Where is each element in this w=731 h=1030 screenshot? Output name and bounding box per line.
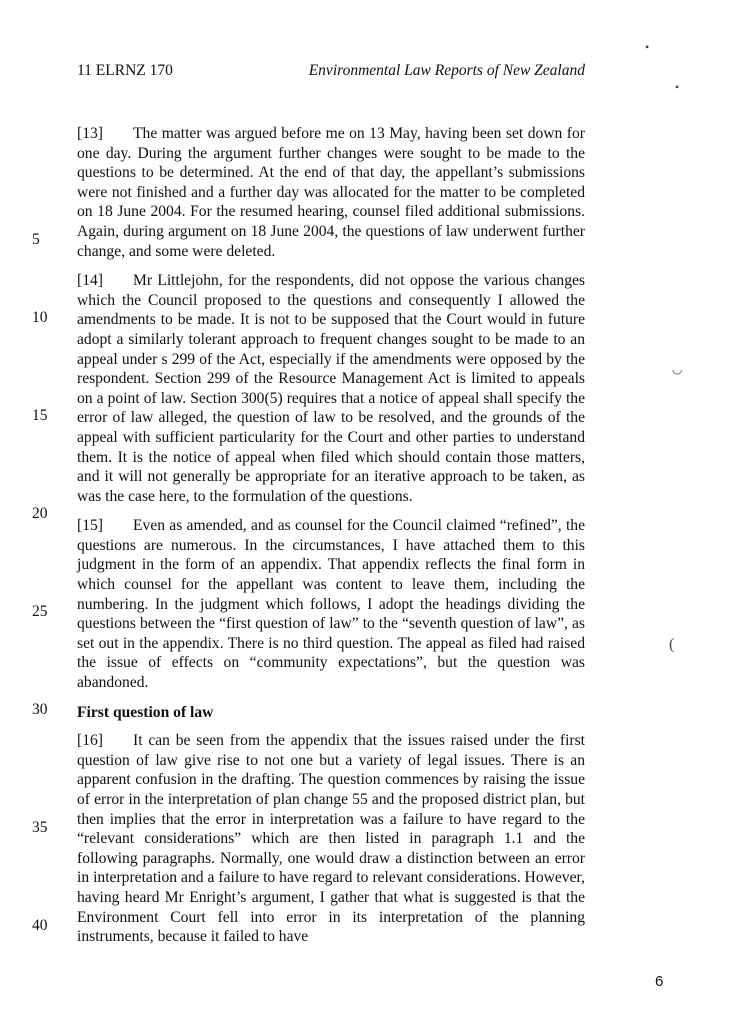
report-citation: 11 ELRNZ 170 bbox=[77, 62, 173, 79]
paragraph-number: [14] bbox=[77, 272, 103, 290]
paragraph-number: [13] bbox=[77, 125, 103, 142]
journal-title: Environmental Law Reports of New Zealand bbox=[308, 62, 585, 79]
line-number: 35 bbox=[32, 819, 48, 836]
paragraph-text: Even as amended, and as counsel for the Council claimed “refined”, the questions are numerous. In the circumstances, I have attached them to this judgment in the form of an appendix. That appendix reflects the final form in which counsel for the appellant was content to leave them, including the numbering. In the judgment which follows, I adopt the headings dividing the questions between the “first question of law” to the “seventh question of law”, as set out in the appendix. There is no third question. The appeal as filed had raised the issue of effects on “community expectations”, but the question was abandoned. bbox=[77, 517, 585, 692]
page-number: 6 bbox=[655, 973, 664, 990]
judgment-body bbox=[77, 124, 585, 957]
scan-mark: ( bbox=[669, 636, 675, 653]
scan-mark: ◡ bbox=[672, 362, 683, 376]
paragraph-13 bbox=[77, 124, 585, 261]
running-header bbox=[77, 62, 585, 86]
paragraph-16 bbox=[77, 731, 585, 947]
line-number: 10 bbox=[32, 309, 48, 326]
paragraph-number: [16] bbox=[77, 732, 103, 750]
section-heading: First question of law bbox=[77, 703, 214, 721]
paragraph-text: The matter was argued before me on 13 May, having been set down for one day. During the argument further changes were sought to be made to the questions to be determined. At the end of that day, the appellant’s submissions were not finished and a further day was allocated for the matter to be completed on 18 June 2004. For the resumed hearing, counsel filed additional submissions. Again, during argument on 18 June 2004, the questions of law underwent further change, and some were deleted. bbox=[77, 125, 585, 260]
paragraph-text: Mr Littlejohn, for the respondents, did not oppose the various changes which the Council proposed to the questions and consequently I allowed the amendments to be made. It is not to be supposed that the Court would in future adopt a similarly tolerant approach to frequent changes sought to be made to an appeal under s 299 of the Act, especially if the amendments were opposed by the respondent. Section 299 of the Resource Management Act is limited to appeals on a point of law. Section 300(5) requires that a notice of appeal shall specify the error of law alleged, the question of law to be resolved, and the grounds of the appeal with sufficient particularity for the Court and other parties to understand them. It is the notice of appeal when filed which should contain those matters, and it will not generally be appropriate for an iterative approach to be taken, as was the case here, to the formulation of the questions. bbox=[77, 272, 585, 505]
line-number: 15 bbox=[32, 407, 48, 424]
scan-speck: • bbox=[645, 40, 650, 54]
paragraph-number: [15] bbox=[77, 517, 103, 535]
line-number: 25 bbox=[32, 603, 48, 620]
paragraph-14 bbox=[77, 271, 585, 506]
scan-speck: • bbox=[675, 80, 680, 94]
paragraph-15 bbox=[77, 516, 585, 692]
line-number: 30 bbox=[32, 701, 48, 718]
line-number: 20 bbox=[32, 505, 48, 522]
line-number: 40 bbox=[32, 917, 48, 934]
paragraph-text: It can be seen from the appendix that the issues raised under the first question of law give rise to not one but a variety of legal issues. There is an apparent confusion in the drafting. The question commences by raising the issue of error in the interpretation of plan change 55 and the proposed district plan, but then implies that the error in interpretation was a failure to have regard to the “relevant considerations” which are then listed in paragraph 1.1 and the following paragraphs. Normally, one would draw a distinction between an error in interpretation and a failure to have regard to relevant considerations. However, having heard Mr Enright’s argument, I gather that what is suggested is that the Environment Court fell into error in its interpretation of the planning instruments, because it failed to have bbox=[77, 732, 585, 946]
line-number: 5 bbox=[32, 231, 40, 248]
